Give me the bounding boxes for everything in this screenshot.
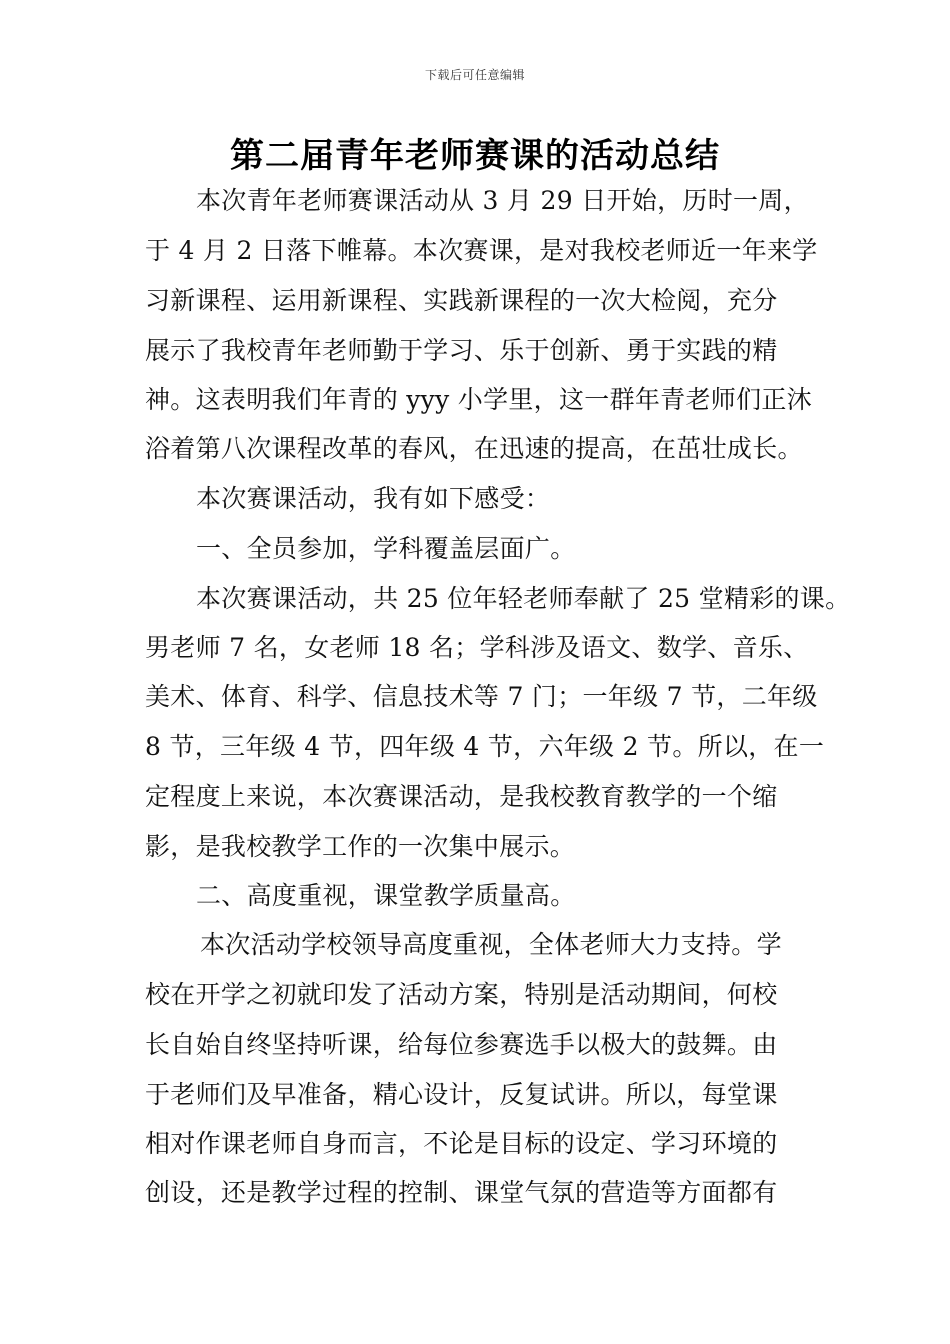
header-note: 下载后可任意编辑 (424, 68, 525, 82)
paragraph-line: 定程度上来说，本次赛课活动，是我校教育教学的一个缩 (145, 782, 778, 811)
document-title: 第二届青年老师赛课的活动总结 (230, 136, 720, 176)
paragraph-line: 校在开学之初就印发了活动方案，特别是活动期间，何校 (145, 980, 778, 1009)
paragraph-line: 创设，还是教学过程的控制、课堂气氛的营造等方面都有 (145, 1178, 778, 1207)
paragraph-line: 影，是我校教学工作的一次集中展示。 (145, 832, 576, 861)
paragraph-line: 于老师们及早准备，精心设计，反复试讲。所以，每堂课 (145, 1080, 778, 1109)
paragraph-line: 相对作课老师自身而言，不论是目标的设定、学习环境的 (145, 1129, 778, 1158)
section-heading: 一、全员参加，学科覆盖层面广。 (196, 534, 576, 563)
paragraph-line: 本次青年老师赛课活动从 3 月 29 日开始，历时一周， (196, 186, 809, 215)
paragraph-line: 本次赛课活动，我有如下感受： (196, 484, 551, 513)
paragraph-line: 本次活动学校领导高度重视，全体老师大力支持。学 (200, 930, 782, 959)
paragraph-line: 本次赛课活动，共 25 位年轻老师奉献了 25 堂精彩的课。 (196, 584, 851, 613)
paragraph-line: 神。这表明我们年青的 yyy 小学里，这一群年青老师们正沐 (145, 385, 812, 414)
paragraph-line: 男老师 7 名，女老师 18 名；学科涉及语文、数学、音乐、 (145, 633, 809, 662)
paragraph-line: 8 节，三年级 4 节，四年级 4 节，六年级 2 节。所以，在一 (145, 732, 825, 761)
paragraph-line: 长自始自终坚持听课，给每位参赛选手以极大的鼓舞。由 (145, 1030, 778, 1059)
paragraph-line: 展示了我校青年老师勤于学习、乐于创新、勇于实践的精 (145, 336, 778, 365)
section-heading: 二、高度重视，课堂教学质量高。 (196, 881, 576, 910)
paragraph-line: 习新课程、运用新课程、实践新课程的一次大检阅，充分 (145, 286, 778, 315)
paragraph-line: 浴着第八次课程改革的春风，在迅速的提高，在茁壮成长。 (145, 434, 803, 463)
paragraph-line: 美术、体育、科学、信息技术等 7 门；一年级 7 节，二年级 (145, 682, 818, 711)
paragraph-line: 于 4 月 2 日落下帷幕。本次赛课，是对我校老师近一年来学 (145, 236, 818, 265)
